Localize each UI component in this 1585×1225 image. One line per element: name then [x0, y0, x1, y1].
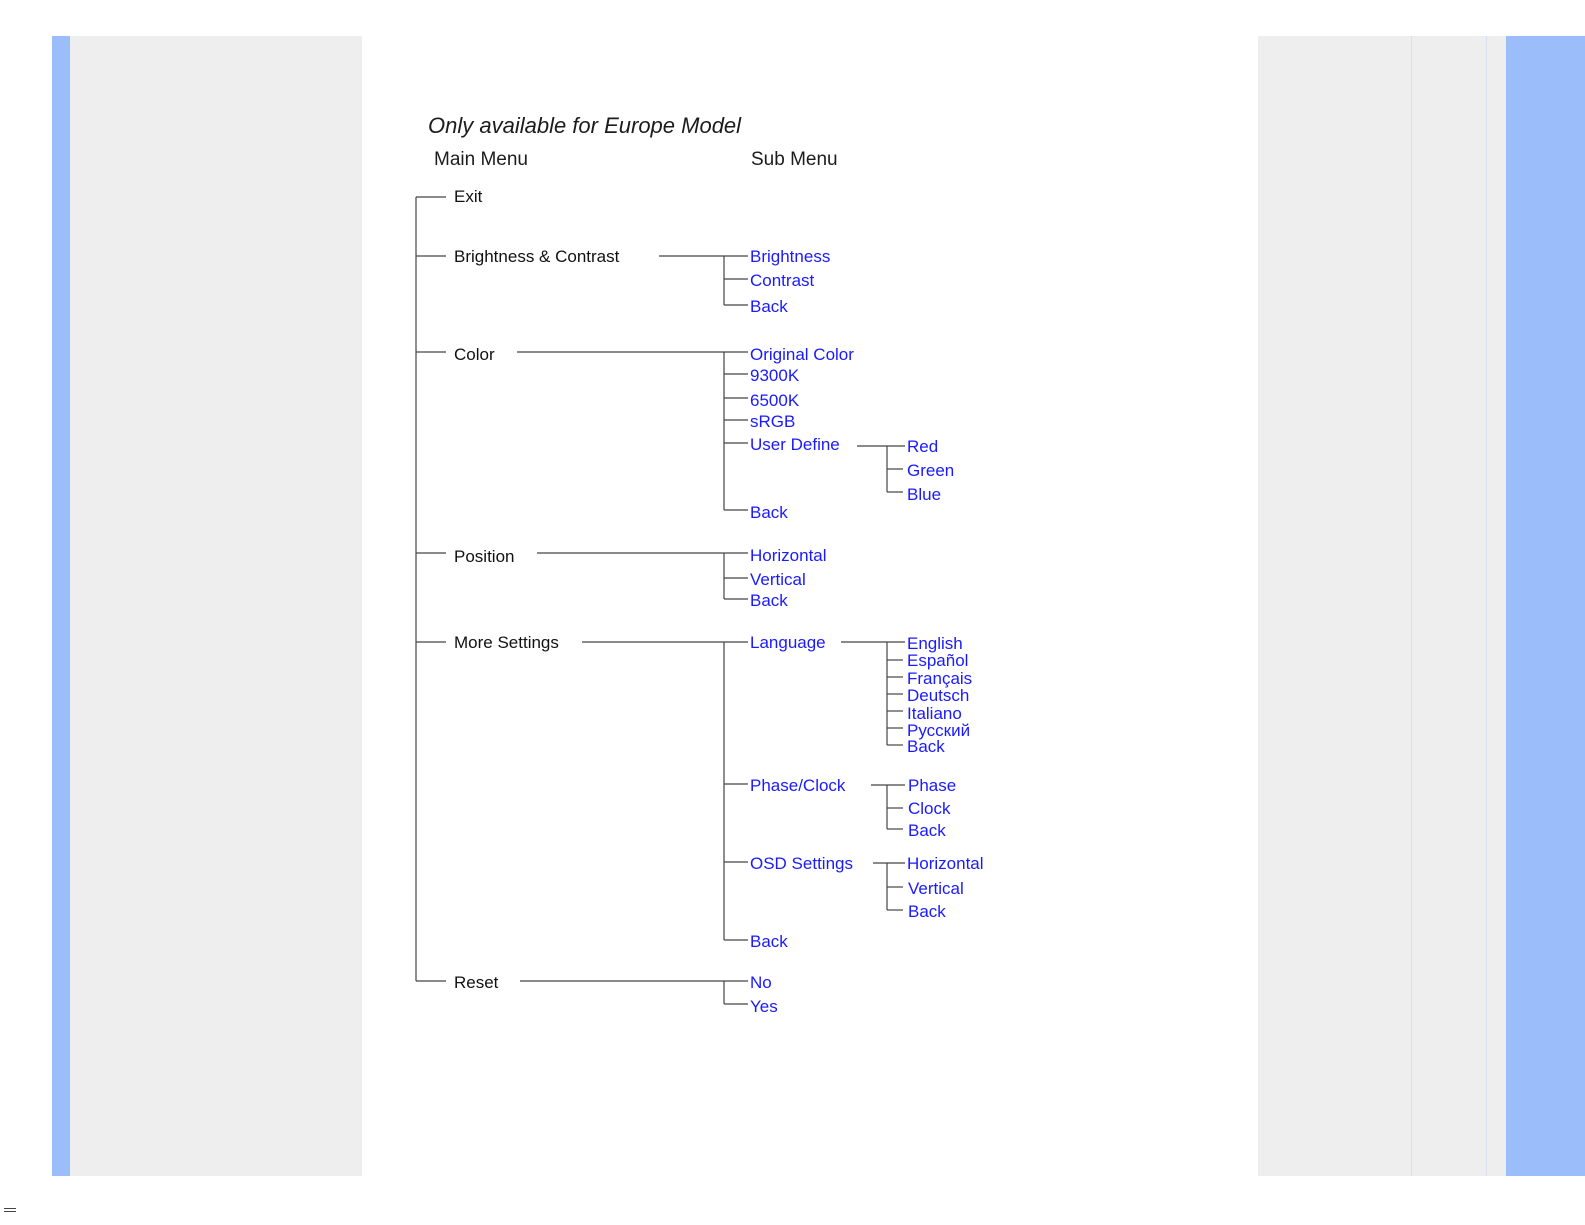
sub-item: No [750, 973, 772, 992]
sub2-item: English [907, 634, 963, 653]
main-item-color: Color [454, 345, 495, 364]
sub2-item: Green [907, 461, 955, 480]
sub2-item: Phase [908, 776, 957, 795]
sub-item: Yes [750, 997, 778, 1016]
sub-item: 9300K [750, 366, 800, 385]
sub-item: Back [750, 591, 788, 610]
sub2-item: Vertical [908, 879, 964, 898]
main-item-exit: Exit [454, 187, 483, 206]
sub-item: User Define [750, 435, 840, 454]
main-menu-header: Main Menu [434, 149, 528, 170]
sub-item: Contrast [750, 271, 815, 290]
sub-menu-header: Sub Menu [751, 149, 838, 170]
sub2-item: Français [907, 669, 973, 688]
sub-item: Back [750, 932, 788, 951]
sub2-item: Horizontal [907, 854, 984, 873]
page-title: Only available for Europe Model [428, 113, 742, 138]
sub2-item: Blue [907, 485, 942, 504]
sub2-item: Back [908, 902, 946, 921]
sub2-item: Clock [908, 799, 951, 818]
main-item-position: Position [454, 547, 515, 566]
sub-item: Language [750, 633, 826, 652]
sub-item: OSD Settings [750, 854, 853, 873]
sub2-item: Red [907, 437, 939, 456]
main-item-brightness-contrast: Brightness & Contrast [454, 247, 620, 266]
sub2-item: Español [907, 651, 969, 670]
main-item-reset: Reset [454, 973, 499, 992]
sub-item: Brightness [750, 247, 831, 266]
sub2-item: Русский [907, 721, 971, 740]
sub-item: Back [750, 503, 788, 522]
sub-item: sRGB [750, 412, 796, 431]
sub-item: Back [750, 297, 788, 316]
sub-item: Vertical [750, 570, 806, 589]
main-item-more-settings: More Settings [454, 633, 559, 652]
sub2-item: Italiano [907, 704, 962, 723]
sub-item: 6500K [750, 391, 800, 410]
sub2-item: Deutsch [907, 686, 970, 705]
sub-item: Phase/Clock [750, 776, 846, 795]
sub2-item: Back [907, 737, 945, 756]
sub2-item: Back [908, 821, 946, 840]
sub-item: Horizontal [750, 546, 827, 565]
sub-item: Original Color [750, 345, 854, 364]
